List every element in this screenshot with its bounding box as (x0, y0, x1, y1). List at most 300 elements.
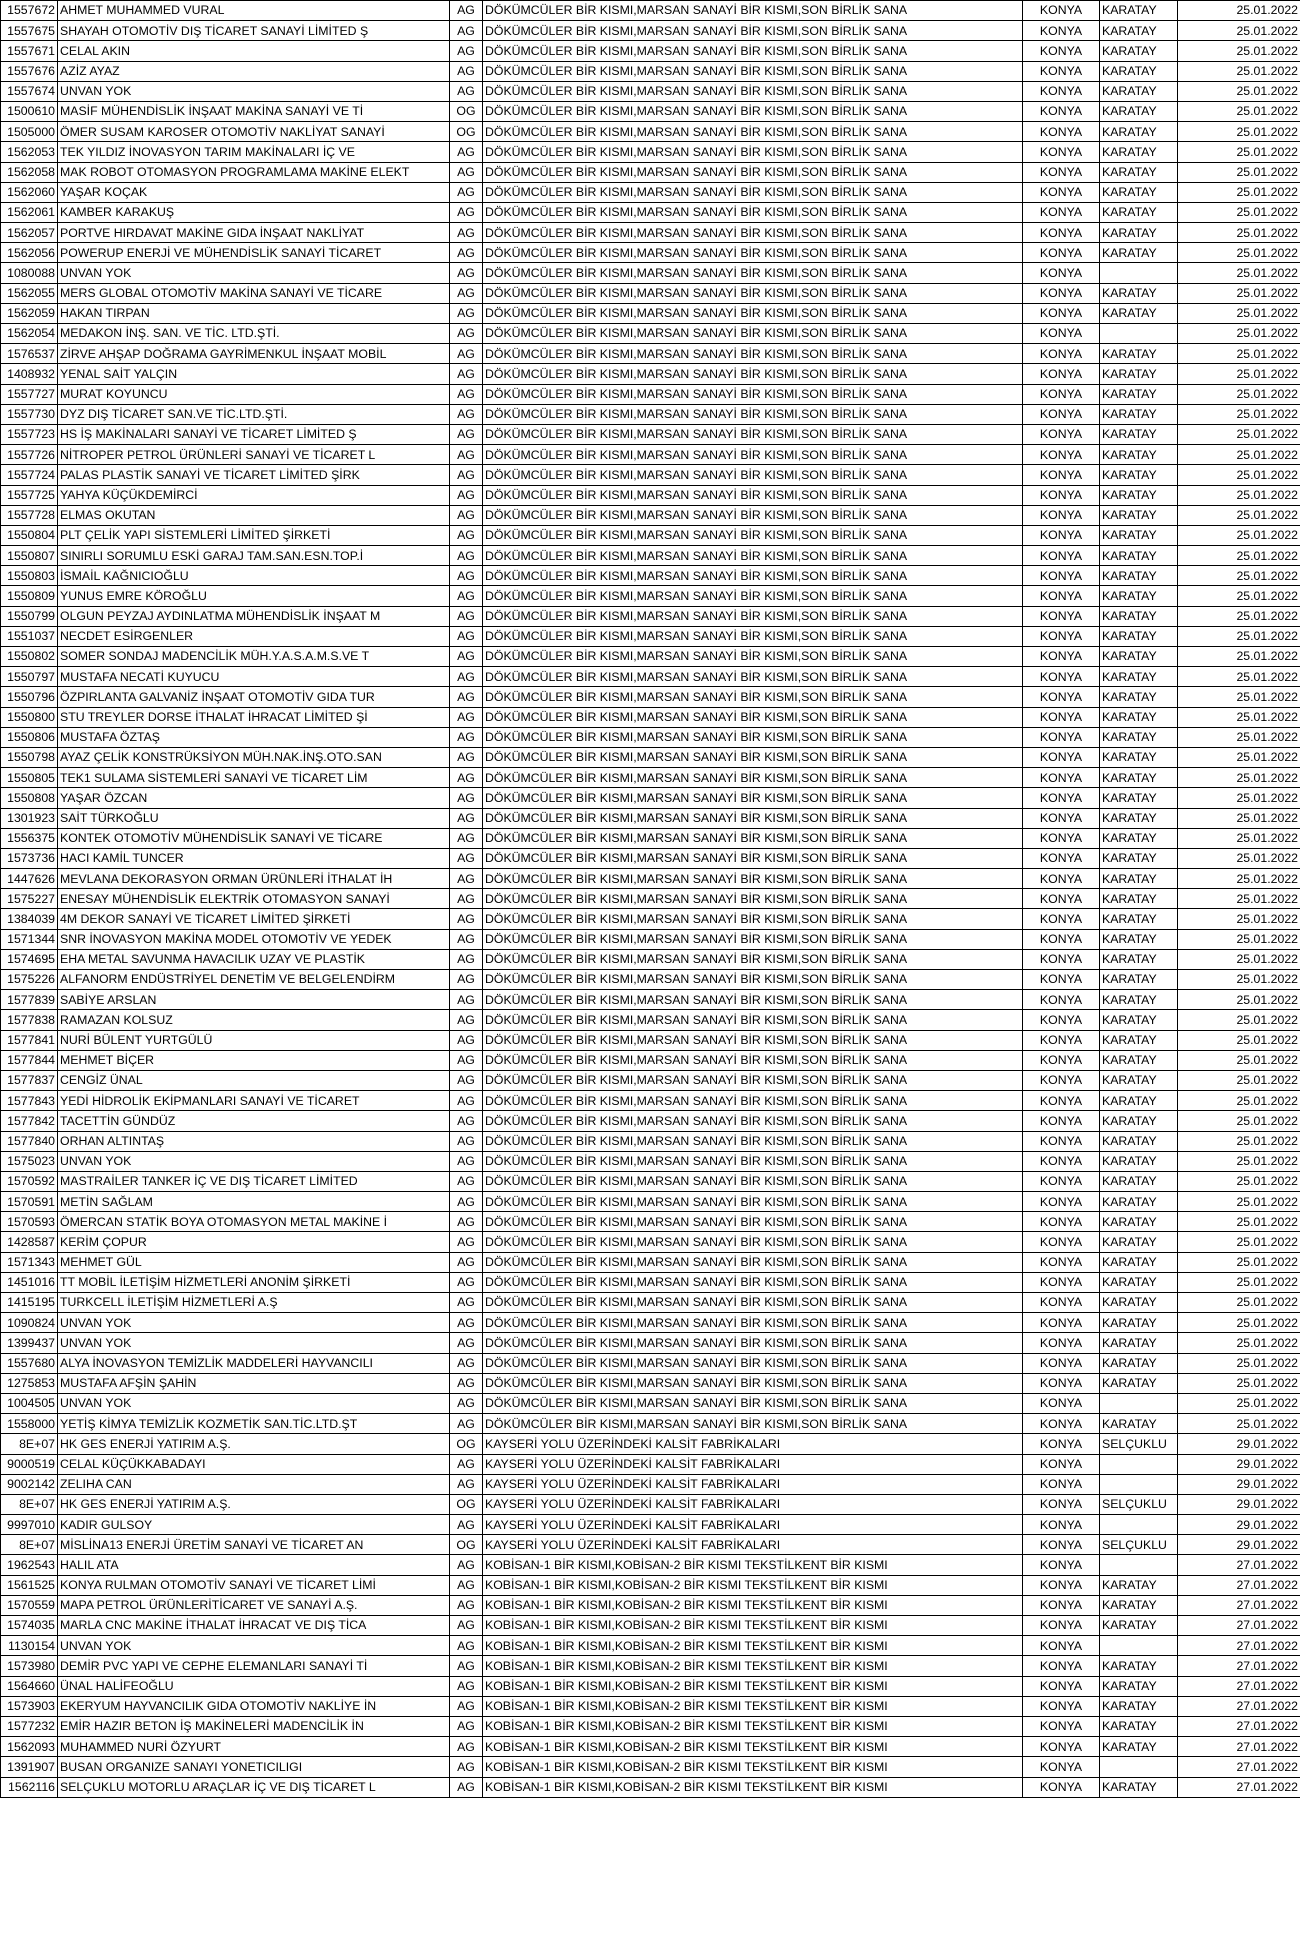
cell-area[interactable]: DÖKÜMCÜLER BİR KISMI,MARSAN SANAYİ BİR KISMI,SON BİRLİK SANA (483, 243, 1023, 263)
cell-district[interactable]: KARATAY (1100, 1151, 1178, 1171)
cell-district[interactable]: KARATAY (1100, 424, 1178, 444)
cell-district[interactable]: KARATAY (1100, 1252, 1178, 1272)
cell-province[interactable]: KONYA (1023, 1010, 1100, 1030)
cell-title[interactable]: ELMAS OKUTAN (58, 505, 450, 525)
table-row[interactable] (1, 869, 1300, 889)
cell-area[interactable]: DÖKÜMCÜLER BİR KISMI,MARSAN SANAYİ BİR KISMI,SON BİRLİK SANA (483, 424, 1023, 444)
table-row[interactable] (1, 1192, 1300, 1212)
table-row[interactable] (1, 1737, 1300, 1757)
cell-title[interactable]: HS İŞ MAKİNALARI SANAYİ VE TİCARET LİMİTED Ş (58, 424, 450, 444)
cell-subscriber-id[interactable]: 1550804 (1, 525, 58, 545)
cell-voltage[interactable]: AG (450, 747, 483, 767)
cell-voltage[interactable]: AG (450, 909, 483, 929)
cell-voltage[interactable]: AG (450, 1555, 483, 1575)
cell-subscriber-id[interactable]: 1384039 (1, 909, 58, 929)
cell-area[interactable]: DÖKÜMCÜLER BİR KISMI,MARSAN SANAYİ BİR KISMI,SON BİRLİK SANA (483, 546, 1023, 566)
table-row[interactable] (1, 626, 1300, 646)
table-row[interactable] (1, 1555, 1300, 1575)
cell-district[interactable]: KARATAY (1100, 1575, 1178, 1595)
cell-subscriber-id[interactable]: 8E+07 (1, 1535, 58, 1555)
cell-province[interactable]: KONYA (1023, 162, 1100, 182)
cell-date[interactable]: 25.01.2022 (1178, 1192, 1300, 1212)
cell-title[interactable]: TACETTİN GÜNDÜZ (58, 1111, 450, 1131)
table-row[interactable] (1, 1171, 1300, 1191)
cell-province[interactable]: KONYA (1023, 1595, 1100, 1615)
table-row[interactable] (1, 1696, 1300, 1716)
cell-date[interactable]: 25.01.2022 (1178, 525, 1300, 545)
cell-title[interactable]: YAŞAR ÖZCAN (58, 788, 450, 808)
cell-subscriber-id[interactable]: 1275853 (1, 1373, 58, 1393)
table-row[interactable] (1, 182, 1300, 202)
cell-subscriber-id[interactable]: 1557672 (1, 1, 58, 21)
cell-area[interactable]: DÖKÜMCÜLER BİR KISMI,MARSAN SANAYİ BİR KISMI,SON BİRLİK SANA (483, 364, 1023, 384)
cell-district[interactable]: KARATAY (1100, 283, 1178, 303)
cell-voltage[interactable]: AG (450, 162, 483, 182)
cell-voltage[interactable]: AG (450, 1131, 483, 1151)
cell-district[interactable]: KARATAY (1100, 162, 1178, 182)
cell-subscriber-id[interactable]: 1962543 (1, 1555, 58, 1575)
cell-area[interactable]: DÖKÜMCÜLER BİR KISMI,MARSAN SANAYİ BİR KISMI,SON BİRLİK SANA (483, 1333, 1023, 1353)
cell-title[interactable]: UNVAN YOK (58, 1313, 450, 1333)
cell-title[interactable]: ALFANORM ENDÜSTRİYEL DENETİM VE BELGELENDİRM (58, 970, 450, 990)
cell-province[interactable]: KONYA (1023, 1616, 1100, 1636)
cell-area[interactable]: DÖKÜMCÜLER BİR KISMI,MARSAN SANAYİ BİR KISMI,SON BİRLİK SANA (483, 848, 1023, 868)
cell-area[interactable]: DÖKÜMCÜLER BİR KISMI,MARSAN SANAYİ BİR KISMI,SON BİRLİK SANA (483, 1131, 1023, 1151)
cell-date[interactable]: 25.01.2022 (1178, 566, 1300, 586)
cell-district[interactable]: KARATAY (1100, 1050, 1178, 1070)
cell-voltage[interactable]: AG (450, 1212, 483, 1232)
cell-province[interactable]: KONYA (1023, 344, 1100, 364)
cell-voltage[interactable]: AG (450, 1333, 483, 1353)
cell-area[interactable]: DÖKÜMCÜLER BİR KISMI,MARSAN SANAYİ BİR KISMI,SON BİRLİK SANA (483, 303, 1023, 323)
table-row[interactable] (1, 1, 1300, 21)
cell-district[interactable]: KARATAY (1100, 1030, 1178, 1050)
cell-province[interactable]: KONYA (1023, 1272, 1100, 1292)
cell-title[interactable]: AYAZ ÇELİK KONSTRÜKSİYON MÜH.NAK.İNŞ.OTO.SAN (58, 747, 450, 767)
cell-province[interactable]: KONYA (1023, 707, 1100, 727)
table-row[interactable] (1, 1757, 1300, 1777)
cell-voltage[interactable]: AG (450, 1, 483, 21)
cell-date[interactable]: 25.01.2022 (1178, 687, 1300, 707)
cell-district[interactable]: KARATAY (1100, 1111, 1178, 1131)
cell-area[interactable]: KOBİSAN-1 BİR KISMI,KOBİSAN-2 BİR KISMI TEKSTİLKENT BİR KISMI (483, 1595, 1023, 1615)
cell-area[interactable]: DÖKÜMCÜLER BİR KISMI,MARSAN SANAYİ BİR KISMI,SON BİRLİK SANA (483, 182, 1023, 202)
table-row[interactable] (1, 1151, 1300, 1171)
cell-subscriber-id[interactable]: 1562057 (1, 223, 58, 243)
cell-date[interactable]: 25.01.2022 (1178, 848, 1300, 868)
cell-area[interactable]: DÖKÜMCÜLER BİR KISMI,MARSAN SANAYİ BİR KISMI,SON BİRLİK SANA (483, 1353, 1023, 1373)
cell-province[interactable]: KONYA (1023, 1515, 1100, 1535)
cell-voltage[interactable]: AG (450, 647, 483, 667)
cell-date[interactable]: 27.01.2022 (1178, 1757, 1300, 1777)
cell-subscriber-id[interactable]: 1557730 (1, 404, 58, 424)
table-row[interactable] (1, 1232, 1300, 1252)
cell-date[interactable]: 29.01.2022 (1178, 1474, 1300, 1494)
cell-date[interactable]: 27.01.2022 (1178, 1777, 1300, 1797)
cell-district[interactable]: KARATAY (1100, 384, 1178, 404)
cell-voltage[interactable]: AG (450, 707, 483, 727)
cell-date[interactable]: 25.01.2022 (1178, 344, 1300, 364)
cell-voltage[interactable]: AG (450, 1737, 483, 1757)
cell-date[interactable]: 25.01.2022 (1178, 324, 1300, 344)
cell-subscriber-id[interactable]: 1550806 (1, 727, 58, 747)
cell-title[interactable]: MAK ROBOT OTOMASYON PROGRAMLAMA MAKİNE ELEKT (58, 162, 450, 182)
cell-voltage[interactable]: AG (450, 1171, 483, 1191)
cell-province[interactable]: KONYA (1023, 1252, 1100, 1272)
cell-district[interactable]: KARATAY (1100, 1070, 1178, 1090)
cell-district[interactable] (1100, 1393, 1178, 1413)
cell-area[interactable]: KOBİSAN-1 BİR KISMI,KOBİSAN-2 BİR KISMI TEKSTİLKENT BİR KISMI (483, 1656, 1023, 1676)
cell-date[interactable]: 25.01.2022 (1178, 465, 1300, 485)
cell-date[interactable]: 25.01.2022 (1178, 869, 1300, 889)
cell-area[interactable]: DÖKÜMCÜLER BİR KISMI,MARSAN SANAYİ BİR KISMI,SON BİRLİK SANA (483, 223, 1023, 243)
cell-district[interactable]: KARATAY (1100, 1010, 1178, 1030)
cell-province[interactable]: KONYA (1023, 1192, 1100, 1212)
cell-province[interactable]: KONYA (1023, 263, 1100, 283)
cell-date[interactable]: 25.01.2022 (1178, 828, 1300, 848)
cell-area[interactable]: DÖKÜMCÜLER BİR KISMI,MARSAN SANAYİ BİR KISMI,SON BİRLİK SANA (483, 445, 1023, 465)
cell-date[interactable]: 29.01.2022 (1178, 1494, 1300, 1514)
table-row[interactable] (1, 424, 1300, 444)
cell-area[interactable]: DÖKÜMCÜLER BİR KISMI,MARSAN SANAYİ BİR KISMI,SON BİRLİK SANA (483, 1091, 1023, 1111)
cell-area[interactable]: DÖKÜMCÜLER BİR KISMI,MARSAN SANAYİ BİR KISMI,SON BİRLİK SANA (483, 889, 1023, 909)
cell-subscriber-id[interactable]: 1577839 (1, 990, 58, 1010)
cell-area[interactable]: DÖKÜMCÜLER BİR KISMI,MARSAN SANAYİ BİR KISMI,SON BİRLİK SANA (483, 586, 1023, 606)
cell-date[interactable]: 25.01.2022 (1178, 1333, 1300, 1353)
cell-date[interactable]: 25.01.2022 (1178, 1030, 1300, 1050)
cell-province[interactable]: KONYA (1023, 848, 1100, 868)
cell-voltage[interactable]: AG (450, 1777, 483, 1797)
cell-voltage[interactable]: AG (450, 1091, 483, 1111)
cell-title[interactable]: 4M DEKOR SANAYİ VE TİCARET LİMİTED ŞİRKETİ (58, 909, 450, 929)
table-row[interactable] (1, 41, 1300, 61)
cell-subscriber-id[interactable]: 1557725 (1, 485, 58, 505)
cell-voltage[interactable]: AG (450, 1676, 483, 1696)
cell-voltage[interactable]: AG (450, 223, 483, 243)
cell-subscriber-id[interactable]: 1577842 (1, 1111, 58, 1131)
cell-date[interactable]: 25.01.2022 (1178, 1232, 1300, 1252)
cell-area[interactable]: DÖKÜMCÜLER BİR KISMI,MARSAN SANAYİ BİR KISMI,SON BİRLİK SANA (483, 122, 1023, 142)
table-row[interactable] (1, 1535, 1300, 1555)
cell-area[interactable]: DÖKÜMCÜLER BİR KISMI,MARSAN SANAYİ BİR KISMI,SON BİRLİK SANA (483, 808, 1023, 828)
cell-district[interactable]: KARATAY (1100, 647, 1178, 667)
cell-voltage[interactable]: AG (450, 1313, 483, 1333)
cell-title[interactable]: BUSAN ORGANIZE SANAYI YONETICILIGI (58, 1757, 450, 1777)
cell-province[interactable]: KONYA (1023, 1636, 1100, 1656)
cell-area[interactable]: DÖKÜMCÜLER BİR KISMI,MARSAN SANAYİ BİR KISMI,SON BİRLİK SANA (483, 202, 1023, 222)
cell-title[interactable]: EKERYUM HAYVANCILIK GIDA OTOMOTİV NAKLİYE İN (58, 1696, 450, 1716)
cell-district[interactable]: KARATAY (1100, 546, 1178, 566)
cell-area[interactable]: DÖKÜMCÜLER BİR KISMI,MARSAN SANAYİ BİR KISMI,SON BİRLİK SANA (483, 1393, 1023, 1413)
cell-date[interactable]: 25.01.2022 (1178, 263, 1300, 283)
cell-area[interactable]: DÖKÜMCÜLER BİR KISMI,MARSAN SANAYİ BİR KISMI,SON BİRLİK SANA (483, 970, 1023, 990)
cell-subscriber-id[interactable]: 1562054 (1, 324, 58, 344)
table-row[interactable] (1, 1595, 1300, 1615)
table-row[interactable] (1, 1373, 1300, 1393)
cell-subscriber-id[interactable]: 1562059 (1, 303, 58, 323)
cell-voltage[interactable]: OG (450, 1434, 483, 1454)
cell-title[interactable]: MASİF MÜHENDİSLİK İNŞAAT MAKİNA SANAYİ VE Tİ (58, 101, 450, 121)
cell-title[interactable]: SOMER SONDAJ MADENCİLİK MÜH.Y.A.S.A.M.S.VE T (58, 647, 450, 667)
cell-voltage[interactable]: AG (450, 1192, 483, 1212)
cell-title[interactable]: UNVAN YOK (58, 1151, 450, 1171)
cell-area[interactable]: KAYSERİ YOLU ÜZERİNDEKİ KALSİT FABRİKALARI (483, 1474, 1023, 1494)
cell-date[interactable]: 25.01.2022 (1178, 223, 1300, 243)
cell-title[interactable]: CENGİZ ÜNAL (58, 1070, 450, 1090)
cell-district[interactable] (1100, 324, 1178, 344)
cell-date[interactable]: 25.01.2022 (1178, 41, 1300, 61)
cell-province[interactable]: KONYA (1023, 1353, 1100, 1373)
cell-voltage[interactable]: AG (450, 21, 483, 41)
cell-district[interactable]: KARATAY (1100, 1414, 1178, 1434)
cell-area[interactable]: DÖKÜMCÜLER BİR KISMI,MARSAN SANAYİ BİR KISMI,SON BİRLİK SANA (483, 647, 1023, 667)
cell-district[interactable]: KARATAY (1100, 1716, 1178, 1736)
cell-province[interactable]: KONYA (1023, 909, 1100, 929)
cell-area[interactable]: KOBİSAN-1 BİR KISMI,KOBİSAN-2 BİR KISMI TEKSTİLKENT BİR KISMI (483, 1555, 1023, 1575)
cell-voltage[interactable]: AG (450, 1454, 483, 1474)
table-row[interactable] (1, 81, 1300, 101)
cell-subscriber-id[interactable]: 1550803 (1, 566, 58, 586)
cell-voltage[interactable]: OG (450, 101, 483, 121)
table-row[interactable] (1, 1111, 1300, 1131)
cell-province[interactable]: KONYA (1023, 1212, 1100, 1232)
cell-subscriber-id[interactable]: 9000519 (1, 1454, 58, 1474)
cell-title[interactable]: TURKCELL İLETİŞİM HİZMETLERİ A.Ş (58, 1293, 450, 1313)
cell-province[interactable]: KONYA (1023, 1030, 1100, 1050)
cell-title[interactable]: KONTEK OTOMOTİV MÜHENDİSLİK SANAYİ VE TİCARE (58, 828, 450, 848)
cell-voltage[interactable]: AG (450, 1030, 483, 1050)
table-row[interactable] (1, 61, 1300, 81)
cell-title[interactable]: MEHMET GÜL (58, 1252, 450, 1272)
cell-area[interactable]: KOBİSAN-1 BİR KISMI,KOBİSAN-2 BİR KISMI TEKSTİLKENT BİR KISMI (483, 1737, 1023, 1757)
cell-district[interactable]: KARATAY (1100, 1616, 1178, 1636)
cell-date[interactable]: 27.01.2022 (1178, 1676, 1300, 1696)
cell-date[interactable]: 25.01.2022 (1178, 364, 1300, 384)
cell-subscriber-id[interactable]: 1562055 (1, 283, 58, 303)
table-row[interactable] (1, 1091, 1300, 1111)
cell-voltage[interactable]: AG (450, 243, 483, 263)
cell-title[interactable]: HACI KAMİL TUNCER (58, 848, 450, 868)
cell-date[interactable]: 25.01.2022 (1178, 606, 1300, 626)
cell-voltage[interactable]: AG (450, 485, 483, 505)
cell-province[interactable]: KONYA (1023, 1131, 1100, 1151)
cell-province[interactable]: KONYA (1023, 1777, 1100, 1797)
cell-date[interactable]: 29.01.2022 (1178, 1535, 1300, 1555)
table-row[interactable] (1, 344, 1300, 364)
cell-district[interactable]: KARATAY (1100, 344, 1178, 364)
cell-area[interactable]: DÖKÜMCÜLER BİR KISMI,MARSAN SANAYİ BİR KISMI,SON BİRLİK SANA (483, 384, 1023, 404)
cell-title[interactable]: ORHAN ALTINTAŞ (58, 1131, 450, 1151)
cell-area[interactable]: KOBİSAN-1 BİR KISMI,KOBİSAN-2 BİR KISMI TEKSTİLKENT BİR KISMI (483, 1716, 1023, 1736)
cell-subscriber-id[interactable]: 1577840 (1, 1131, 58, 1151)
cell-province[interactable]: KONYA (1023, 525, 1100, 545)
cell-date[interactable]: 25.01.2022 (1178, 970, 1300, 990)
cell-date[interactable]: 27.01.2022 (1178, 1716, 1300, 1736)
cell-province[interactable]: KONYA (1023, 182, 1100, 202)
cell-province[interactable]: KONYA (1023, 869, 1100, 889)
cell-title[interactable]: KERİM ÇOPUR (58, 1232, 450, 1252)
cell-title[interactable]: OLGUN PEYZAJ AYDINLATMA MÜHENDİSLİK İNŞAAT M (58, 606, 450, 626)
cell-province[interactable]: KONYA (1023, 122, 1100, 142)
cell-title[interactable]: HAKAN TIRPAN (58, 303, 450, 323)
table-row[interactable] (1, 949, 1300, 969)
cell-subscriber-id[interactable]: 1130154 (1, 1636, 58, 1656)
cell-date[interactable]: 25.01.2022 (1178, 1070, 1300, 1090)
cell-date[interactable]: 29.01.2022 (1178, 1454, 1300, 1474)
cell-district[interactable]: KARATAY (1100, 525, 1178, 545)
cell-title[interactable]: NİTROPER PETROL ÜRÜNLERİ SANAYİ VE TİCARET L (58, 445, 450, 465)
cell-province[interactable]: KONYA (1023, 1111, 1100, 1131)
cell-area[interactable]: DÖKÜMCÜLER BİR KISMI,MARSAN SANAYİ BİR KISMI,SON BİRLİK SANA (483, 1252, 1023, 1272)
cell-province[interactable]: KONYA (1023, 1293, 1100, 1313)
cell-area[interactable]: DÖKÜMCÜLER BİR KISMI,MARSAN SANAYİ BİR KISMI,SON BİRLİK SANA (483, 344, 1023, 364)
cell-subscriber-id[interactable]: 1577841 (1, 1030, 58, 1050)
table-row[interactable] (1, 202, 1300, 222)
table-row[interactable] (1, 324, 1300, 344)
table-row[interactable] (1, 1293, 1300, 1313)
cell-voltage[interactable]: AG (450, 1616, 483, 1636)
cell-subscriber-id[interactable]: 9002142 (1, 1474, 58, 1494)
cell-subscriber-id[interactable]: 1557675 (1, 21, 58, 41)
table-row[interactable] (1, 465, 1300, 485)
cell-area[interactable]: DÖKÜMCÜLER BİR KISMI,MARSAN SANAYİ BİR KISMI,SON BİRLİK SANA (483, 1050, 1023, 1070)
cell-date[interactable]: 25.01.2022 (1178, 61, 1300, 81)
cell-province[interactable]: KONYA (1023, 606, 1100, 626)
cell-title[interactable]: POWERUP ENERJİ VE MÜHENDİSLİK SANAYİ TİCARET (58, 243, 450, 263)
cell-area[interactable]: DÖKÜMCÜLER BİR KISMI,MARSAN SANAYİ BİR KISMI,SON BİRLİK SANA (483, 41, 1023, 61)
cell-area[interactable]: DÖKÜMCÜLER BİR KISMI,MARSAN SANAYİ BİR KISMI,SON BİRLİK SANA (483, 788, 1023, 808)
cell-voltage[interactable]: AG (450, 687, 483, 707)
cell-voltage[interactable]: AG (450, 1272, 483, 1292)
table-row[interactable] (1, 970, 1300, 990)
cell-district[interactable]: SELÇUKLU (1100, 1494, 1178, 1514)
cell-title[interactable]: AHMET MUHAMMED VURAL (58, 1, 450, 21)
cell-district[interactable]: KARATAY (1100, 929, 1178, 949)
cell-voltage[interactable]: AG (450, 1414, 483, 1434)
cell-subscriber-id[interactable]: 8E+07 (1, 1434, 58, 1454)
cell-subscriber-id[interactable]: 1451016 (1, 1272, 58, 1292)
table-row[interactable] (1, 1010, 1300, 1030)
table-row[interactable] (1, 263, 1300, 283)
cell-date[interactable]: 27.01.2022 (1178, 1737, 1300, 1757)
cell-date[interactable]: 25.01.2022 (1178, 949, 1300, 969)
cell-district[interactable] (1100, 1555, 1178, 1575)
cell-district[interactable]: KARATAY (1100, 1313, 1178, 1333)
cell-title[interactable]: METİN SAĞLAM (58, 1192, 450, 1212)
cell-subscriber-id[interactable]: 1550798 (1, 747, 58, 767)
cell-province[interactable]: KONYA (1023, 1454, 1100, 1474)
cell-date[interactable]: 25.01.2022 (1178, 768, 1300, 788)
cell-date[interactable]: 25.01.2022 (1178, 404, 1300, 424)
cell-district[interactable]: SELÇUKLU (1100, 1535, 1178, 1555)
cell-district[interactable]: KARATAY (1100, 808, 1178, 828)
cell-title[interactable]: MASTRAİLER TANKER İÇ VE DIŞ TİCARET LİMİTED (58, 1171, 450, 1191)
cell-area[interactable]: DÖKÜMCÜLER BİR KISMI,MARSAN SANAYİ BİR KISMI,SON BİRLİK SANA (483, 1414, 1023, 1434)
cell-province[interactable]: KONYA (1023, 303, 1100, 323)
table-row[interactable] (1, 768, 1300, 788)
cell-province[interactable]: KONYA (1023, 929, 1100, 949)
cell-district[interactable]: KARATAY (1100, 1656, 1178, 1676)
table-row[interactable] (1, 1716, 1300, 1736)
cell-area[interactable]: KAYSERİ YOLU ÜZERİNDEKİ KALSİT FABRİKALARI (483, 1515, 1023, 1535)
cell-area[interactable]: DÖKÜMCÜLER BİR KISMI,MARSAN SANAYİ BİR KISMI,SON BİRLİK SANA (483, 101, 1023, 121)
cell-province[interactable]: KONYA (1023, 202, 1100, 222)
table-row[interactable] (1, 747, 1300, 767)
cell-area[interactable]: KOBİSAN-1 BİR KISMI,KOBİSAN-2 BİR KISMI TEKSTİLKENT BİR KISMI (483, 1636, 1023, 1656)
cell-voltage[interactable]: AG (450, 848, 483, 868)
cell-title[interactable]: UNVAN YOK (58, 81, 450, 101)
cell-subscriber-id[interactable]: 1556375 (1, 828, 58, 848)
cell-area[interactable]: DÖKÜMCÜLER BİR KISMI,MARSAN SANAYİ BİR KISMI,SON BİRLİK SANA (483, 21, 1023, 41)
cell-voltage[interactable]: AG (450, 788, 483, 808)
table-row[interactable] (1, 727, 1300, 747)
cell-subscriber-id[interactable]: 1561525 (1, 1575, 58, 1595)
cell-subscriber-id[interactable]: 1573903 (1, 1696, 58, 1716)
cell-area[interactable]: DÖKÜMCÜLER BİR KISMI,MARSAN SANAYİ BİR KISMI,SON BİRLİK SANA (483, 1010, 1023, 1030)
cell-province[interactable]: KONYA (1023, 808, 1100, 828)
cell-date[interactable]: 29.01.2022 (1178, 1515, 1300, 1535)
cell-subscriber-id[interactable]: 1399437 (1, 1333, 58, 1353)
cell-voltage[interactable]: OG (450, 1494, 483, 1514)
cell-voltage[interactable]: AG (450, 667, 483, 687)
table-row[interactable] (1, 162, 1300, 182)
cell-subscriber-id[interactable]: 1577232 (1, 1716, 58, 1736)
cell-province[interactable]: KONYA (1023, 828, 1100, 848)
cell-date[interactable]: 25.01.2022 (1178, 1151, 1300, 1171)
cell-date[interactable]: 25.01.2022 (1178, 707, 1300, 727)
cell-area[interactable]: KOBİSAN-1 BİR KISMI,KOBİSAN-2 BİR KISMI TEKSTİLKENT BİR KISMI (483, 1575, 1023, 1595)
cell-date[interactable]: 25.01.2022 (1178, 909, 1300, 929)
cell-title[interactable]: MUHAMMED NURİ ÖZYURT (58, 1737, 450, 1757)
cell-title[interactable]: EMİR HAZIR BETON İŞ MAKİNELERİ MADENCİLİK İN (58, 1716, 450, 1736)
cell-voltage[interactable]: AG (450, 1050, 483, 1070)
cell-area[interactable]: DÖKÜMCÜLER BİR KISMI,MARSAN SANAYİ BİR KISMI,SON BİRLİK SANA (483, 828, 1023, 848)
cell-district[interactable]: KARATAY (1100, 1131, 1178, 1151)
cell-voltage[interactable]: AG (450, 1111, 483, 1131)
cell-province[interactable]: KONYA (1023, 1373, 1100, 1393)
cell-province[interactable]: KONYA (1023, 1434, 1100, 1454)
cell-area[interactable]: DÖKÜMCÜLER BİR KISMI,MARSAN SANAYİ BİR KISMI,SON BİRLİK SANA (483, 990, 1023, 1010)
cell-date[interactable]: 25.01.2022 (1178, 1171, 1300, 1191)
cell-province[interactable]: KONYA (1023, 324, 1100, 344)
cell-title[interactable]: ÖZPIRLANTA GALVANİZ İNŞAAT OTOMOTİV GIDA TUR (58, 687, 450, 707)
cell-province[interactable]: KONYA (1023, 1393, 1100, 1413)
cell-subscriber-id[interactable]: 1574695 (1, 949, 58, 969)
cell-date[interactable]: 27.01.2022 (1178, 1696, 1300, 1716)
cell-title[interactable]: SNR İNOVASYON MAKİNA MODEL OTOMOTİV VE YEDEK (58, 929, 450, 949)
cell-date[interactable]: 25.01.2022 (1178, 243, 1300, 263)
cell-voltage[interactable]: AG (450, 384, 483, 404)
cell-date[interactable]: 25.01.2022 (1178, 647, 1300, 667)
cell-district[interactable]: KARATAY (1100, 1171, 1178, 1191)
cell-district[interactable]: KARATAY (1100, 1192, 1178, 1212)
cell-title[interactable]: MEHMET BİÇER (58, 1050, 450, 1070)
cell-area[interactable]: DÖKÜMCÜLER BİR KISMI,MARSAN SANAYİ BİR KISMI,SON BİRLİK SANA (483, 747, 1023, 767)
table-row[interactable] (1, 1131, 1300, 1151)
cell-subscriber-id[interactable]: 1004505 (1, 1393, 58, 1413)
cell-date[interactable]: 25.01.2022 (1178, 1091, 1300, 1111)
cell-district[interactable]: KARATAY (1100, 101, 1178, 121)
table-row[interactable] (1, 808, 1300, 828)
cell-district[interactable]: KARATAY (1100, 848, 1178, 868)
table-row[interactable] (1, 243, 1300, 263)
cell-title[interactable]: HALIL ATA (58, 1555, 450, 1575)
cell-province[interactable]: KONYA (1023, 41, 1100, 61)
cell-area[interactable]: DÖKÜMCÜLER BİR KISMI,MARSAN SANAYİ BİR KISMI,SON BİRLİK SANA (483, 61, 1023, 81)
cell-area[interactable]: DÖKÜMCÜLER BİR KISMI,MARSAN SANAYİ BİR KISMI,SON BİRLİK SANA (483, 505, 1023, 525)
cell-district[interactable]: KARATAY (1100, 303, 1178, 323)
cell-subscriber-id[interactable]: 1557680 (1, 1353, 58, 1373)
